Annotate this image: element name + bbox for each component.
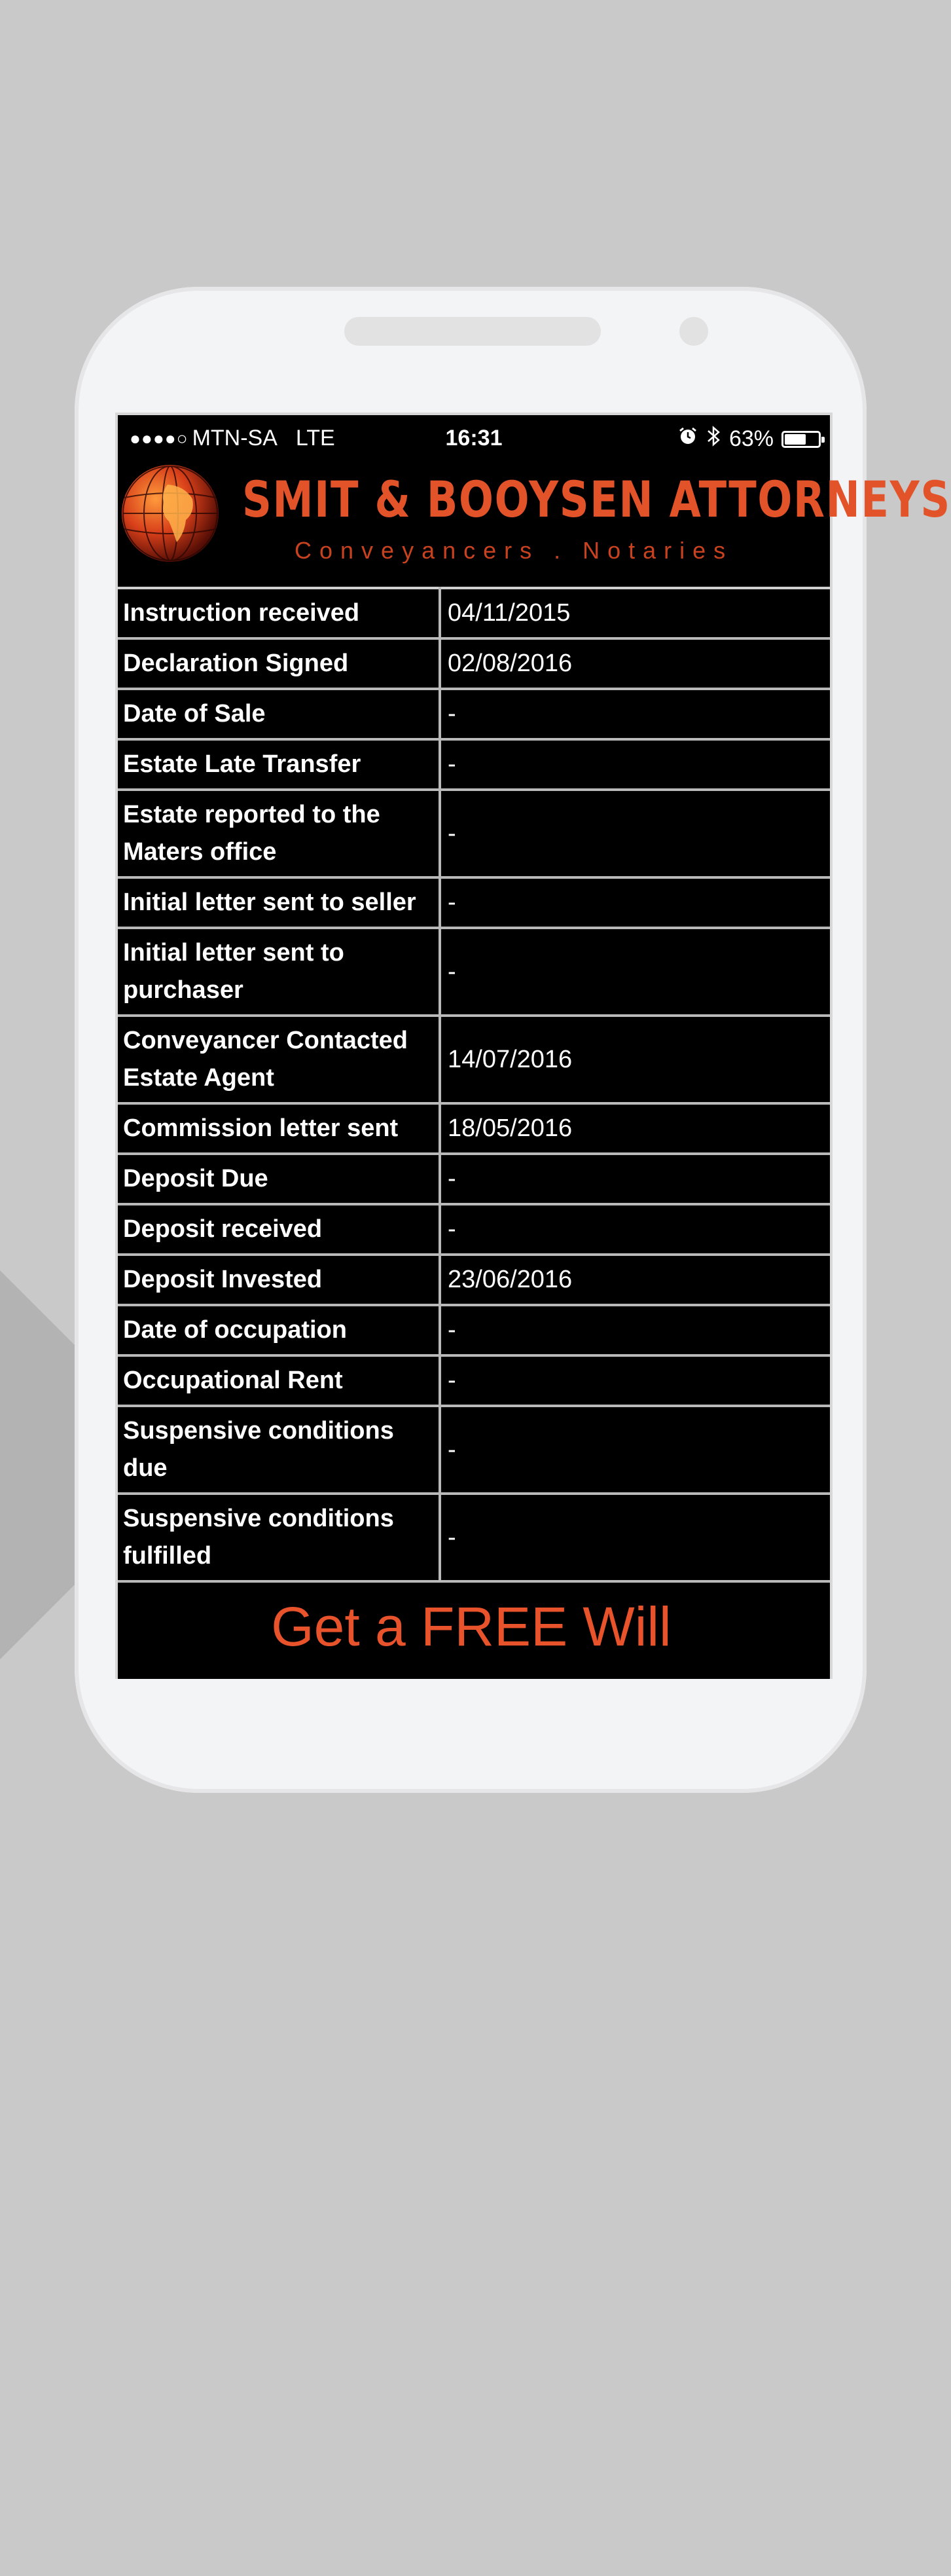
globe-icon — [122, 465, 219, 562]
table-row — [118, 790, 830, 877]
table-row — [118, 1154, 830, 1204]
row-value: 14/07/2016 — [440, 1016, 830, 1103]
matter-progress-table — [118, 587, 830, 1583]
row-label: Suspensive conditions fulfilled — [118, 1494, 440, 1581]
row-value: 02/08/2016 — [440, 638, 830, 689]
row-value: - — [440, 877, 830, 928]
row-label: Date of Sale — [118, 689, 440, 739]
row-label: Occupational Rent — [118, 1355, 440, 1406]
table-row — [118, 638, 830, 689]
row-label: Date of occupation — [118, 1305, 440, 1355]
row-value: - — [440, 928, 830, 1016]
battery-icon — [781, 431, 821, 448]
row-label: Initial letter sent to seller — [118, 877, 440, 928]
row-label: Initial letter sent to purchaser — [118, 928, 440, 1016]
row-label: Declaration Signed — [118, 638, 440, 689]
table-row — [118, 1103, 830, 1154]
row-value: 23/06/2016 — [440, 1255, 830, 1305]
row-label: Deposit Invested — [118, 1255, 440, 1305]
table-row — [118, 1255, 830, 1305]
status-bar — [118, 415, 830, 461]
firm-logo — [118, 461, 951, 587]
table-row — [118, 928, 830, 1016]
row-label: Suspensive conditions due — [118, 1406, 440, 1494]
table-row — [118, 1016, 830, 1103]
table-row — [118, 1305, 830, 1355]
row-value: - — [440, 1355, 830, 1406]
row-value: - — [440, 689, 830, 739]
free-will-button[interactable]: Get a FREE Will — [271, 1596, 672, 1657]
row-label: Conveyancer Contacted Estate Agent — [118, 1016, 440, 1103]
row-label: Estate reported to the Maters office — [118, 790, 440, 877]
row-label: Instruction received — [118, 588, 440, 638]
row-label: Commission letter sent — [118, 1103, 440, 1154]
table-row — [118, 1355, 830, 1406]
table-row — [118, 739, 830, 790]
row-value: - — [440, 790, 830, 877]
table-row — [118, 588, 830, 638]
row-label: Deposit received — [118, 1204, 440, 1255]
battery-percent: 63% — [728, 426, 774, 451]
status-time: 16:31 — [445, 426, 503, 451]
row-value: - — [440, 1406, 830, 1494]
table-row — [118, 689, 830, 739]
phone-speaker — [344, 317, 601, 346]
row-label: Deposit Due — [118, 1154, 440, 1204]
phone-camera — [679, 317, 708, 346]
table-row — [118, 877, 830, 928]
phone-screen — [115, 413, 951, 1679]
row-value: 18/05/2016 — [440, 1103, 830, 1154]
alarm-icon — [678, 426, 698, 452]
row-value: - — [440, 739, 830, 790]
signal-strength-icon: ●●●●○ — [130, 428, 188, 449]
firm-tagline: Conveyancers . Notaries — [295, 537, 734, 564]
table-row — [118, 1406, 830, 1494]
row-value: - — [440, 1204, 830, 1255]
table-row — [118, 1204, 830, 1255]
firm-name: SMIT & BOOYSEN ATTORNEYS — [242, 470, 951, 528]
carrier-name: MTN-SA — [192, 426, 278, 451]
table-row — [118, 1494, 830, 1581]
row-value: - — [440, 1494, 830, 1581]
network-type: LTE — [295, 426, 335, 451]
bluetooth-icon — [706, 424, 721, 454]
row-value: 04/11/2015 — [440, 588, 830, 638]
row-label: Estate Late Transfer — [118, 739, 440, 790]
row-value: - — [440, 1154, 830, 1204]
row-value: - — [440, 1305, 830, 1355]
